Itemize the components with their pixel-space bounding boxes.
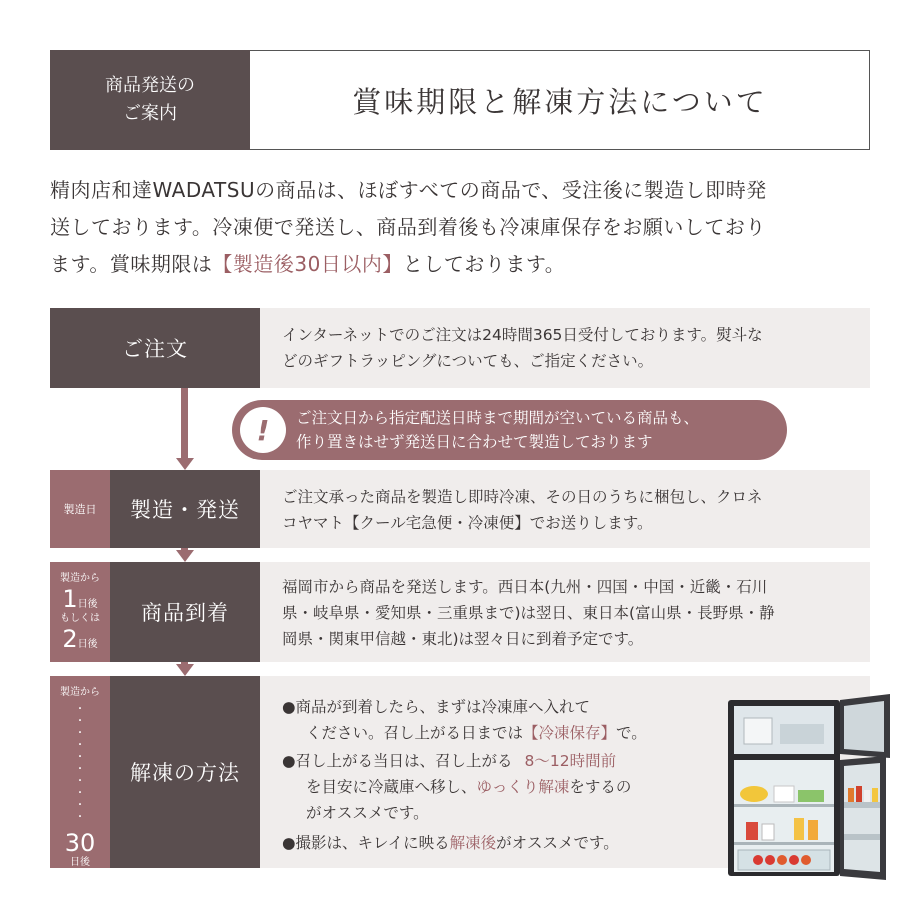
manufacture-label: 製造・発送 xyxy=(110,470,260,548)
thaw-b2-line2 xyxy=(282,774,722,800)
tomato xyxy=(753,855,763,865)
fridge-door-inner xyxy=(844,763,880,872)
thaw-b2-line3: がオススメです。 xyxy=(306,804,429,822)
thaw-text xyxy=(282,694,722,856)
freeze-highlight: 【冷凍保存】 xyxy=(523,724,617,742)
bottle xyxy=(848,788,854,802)
intro-paragraph xyxy=(50,172,880,283)
food-container xyxy=(740,786,768,802)
freezer-door-inner xyxy=(844,701,884,752)
order-text-line2: どのギフトラッピングについても、ご指定ください。 xyxy=(282,352,654,370)
arrival-side-or: もしくは xyxy=(60,613,100,624)
tomato xyxy=(801,855,811,865)
arrival-day-2-suffix: 日後 xyxy=(77,639,98,650)
thaw-b1-line2 xyxy=(282,720,722,746)
arrow-down-icon xyxy=(176,458,194,470)
slow-thaw-highlight: ゆっくり解凍 xyxy=(476,778,570,796)
food-box xyxy=(774,786,794,802)
bottle xyxy=(864,790,870,802)
arrival-day-2: 2 xyxy=(62,625,78,653)
thaw-b1-line2-after: で。 xyxy=(616,724,647,742)
thaw-b3-after: がオススメです。 xyxy=(496,834,619,852)
thaw-b1-line1: ●商品が到着したら、まずは冷凍庫へ入れて xyxy=(282,698,591,716)
thaw-b2-line1 xyxy=(282,748,722,774)
thaw-day-suffix: 日後 xyxy=(70,857,90,868)
exclamation-icon: ! xyxy=(240,407,286,453)
thaw-b2-line1-before: ●召し上がる当日は、召し上がる xyxy=(282,752,513,770)
order-label: ご注文 xyxy=(50,308,260,388)
order-text-line1: インターネットでのご注文は24時間365日受付しております。熨斗な xyxy=(282,326,763,344)
intro-line1: 精肉店和達WADATSUの商品は、ほぼすべての商品で、受注後に製造し即時発 xyxy=(50,178,767,202)
header-tag-line2: ご案内 xyxy=(123,103,177,124)
intro-line2-text: 送しております。冷凍便で発送し、商品到着後も冷凍庫保存をお願いしてお xyxy=(50,215,746,239)
notice-line2: 作り置きはせず発送日に合わせて製造しております xyxy=(296,433,653,451)
after-thaw-highlight: 解凍後 xyxy=(449,834,497,852)
bottle xyxy=(872,788,878,802)
door-shelf xyxy=(844,834,880,840)
intro-line3-after: としております。 xyxy=(402,252,566,276)
bottle xyxy=(808,820,818,840)
arrival-label: 商品到着 xyxy=(110,562,260,662)
manufacture-text-line1: ご注文承った商品を製造し即時冷凍、その日のうちに梱包し、クロネ xyxy=(282,488,763,506)
can xyxy=(746,822,758,840)
fridge-shelf xyxy=(734,842,834,845)
tomato xyxy=(765,855,775,865)
notice-line1: ご注文日から指定配送日時まで期間が空いている商品も、 xyxy=(296,409,700,427)
manufacture-text-line2: コヤマト【クール宅急便・冷凍便】でお送りします。 xyxy=(282,514,653,532)
connector-line xyxy=(181,388,188,460)
header-tag-line1: 商品発送の xyxy=(105,75,195,96)
header-tag xyxy=(50,50,250,150)
arrow-down-icon xyxy=(176,664,194,676)
thaw-b2-line2-after: をするの xyxy=(569,778,632,796)
bottle xyxy=(794,818,804,840)
manufacture-text xyxy=(282,484,862,536)
freezer-bin xyxy=(780,724,824,744)
refrigerator-illustration xyxy=(724,694,894,886)
fridge-shelf xyxy=(734,804,834,807)
arrival-text-line3: 岡県・関東甲信越・東北)は翌々日に到着予定です。 xyxy=(282,630,644,648)
thaw-side-from: 製造から xyxy=(60,687,100,698)
expiry-highlight: 【製造後30日以内】 xyxy=(212,252,403,276)
arrival-side-from: 製造から xyxy=(60,573,100,584)
arrival-text xyxy=(282,574,862,652)
arrival-day-badge xyxy=(50,562,110,662)
intro-line2-tail: り xyxy=(745,215,766,239)
thaw-day-number: 30 xyxy=(64,829,96,857)
door-shelf xyxy=(844,802,880,808)
intro-line3-before: ます。賞味期限は xyxy=(50,252,213,276)
page-title: 賞味期限と解凍方法について xyxy=(352,84,768,119)
tomato xyxy=(789,855,799,865)
thaw-b1-line2-before: ください。召し上がる日までは xyxy=(306,724,524,742)
ice-tray xyxy=(744,718,772,744)
manufacture-day-badge: 製造日 xyxy=(50,470,110,548)
arrival-day-1-suffix: 日後 xyxy=(77,599,98,610)
intro-line3 xyxy=(50,246,880,283)
thaw-b3 xyxy=(282,830,722,856)
intro-line2 xyxy=(50,209,880,246)
food-pack xyxy=(798,790,824,802)
arrival-day-1: 1 xyxy=(62,585,78,613)
thaw-b3-before: ●撮影は、キレイに映る xyxy=(282,834,450,852)
tomato xyxy=(777,855,787,865)
hours-highlight: 8〜12時間前 xyxy=(524,752,617,770)
thaw-side-dots: ・ ・ ・ ・ ・ ・ ・ ・ ・ ・ xyxy=(75,704,85,823)
arrival-text-line1: 福岡市から商品を発送します。西日本(九州・四国・中国・近畿・石川 xyxy=(282,578,768,596)
bottle xyxy=(856,786,862,802)
cup xyxy=(762,824,774,840)
arrival-text-line2: 県・岐阜県・愛知県・三重県まで)は翌日、東日本(富山県・長野県・静 xyxy=(282,604,775,622)
thaw-label: 解凍の方法 xyxy=(110,676,260,868)
arrow-down-icon xyxy=(176,550,194,562)
thaw-b2-line2-before: を目安に冷蔵庫へ移し、 xyxy=(306,778,477,796)
order-text xyxy=(282,322,862,374)
notice-banner xyxy=(232,400,787,460)
thaw-day-badge xyxy=(50,676,110,868)
